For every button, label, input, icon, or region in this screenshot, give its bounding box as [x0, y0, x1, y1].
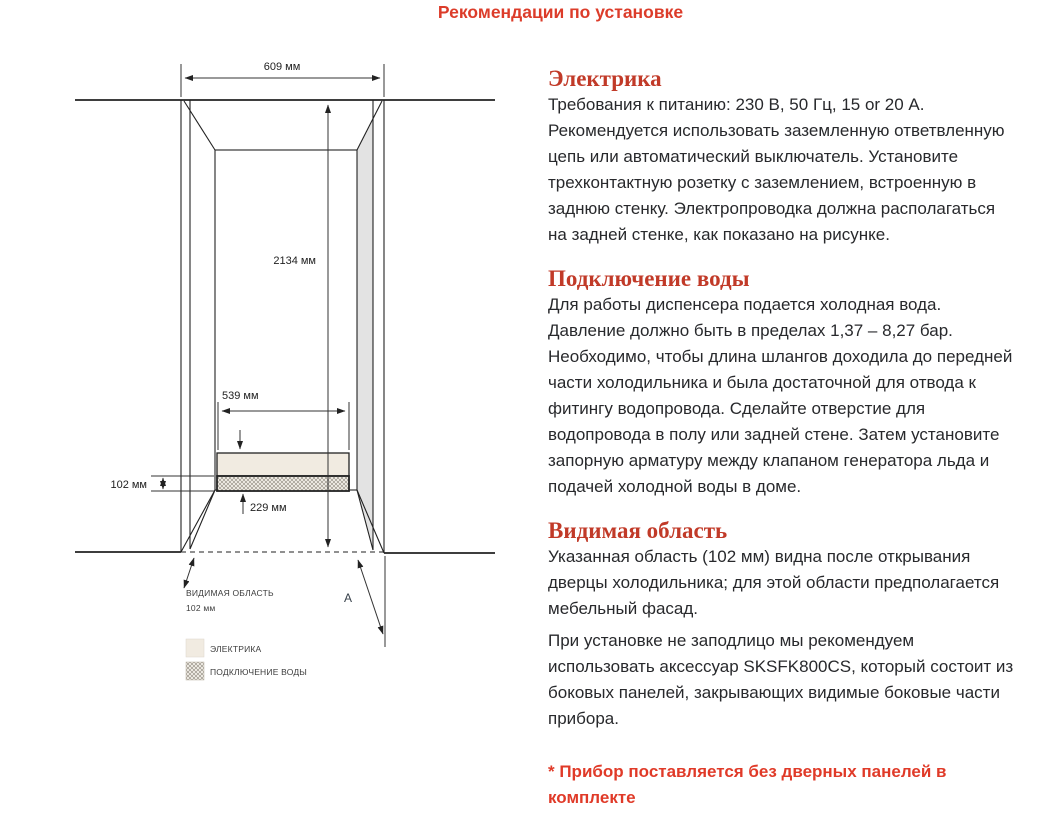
dim-inner-width-label: 539 мм [222, 390, 259, 402]
legend-water-swatch [186, 662, 204, 680]
section-visible-area-heading: Видимая область [548, 518, 728, 543]
section-visible-area [548, 518, 1014, 732]
section-visible-area-paragraph-1: Указанная область (102 мм) видна после открывания дверцы холодильника; для этой области предполагается мебельный фасад. [548, 547, 1000, 618]
section-water-heading: Подключение воды [548, 266, 750, 291]
dim-water-height-label: 102 мм [110, 479, 147, 491]
legend-water-label: ПОДКЛЮЧЕНИЕ ВОДЫ [210, 667, 308, 677]
section-electrical [548, 66, 1014, 248]
electrical-zone [217, 453, 349, 476]
section-water-paragraph: Для работы диспенсера подается холодная вода. Давление должно быть в пределах 1,37 – 8,27 бар. Необходимо, чтобы длина шлангов доходила до передней части холодильника и была достаточной для отвода к фитингу водопровода. Сделайте отверстие для водопровода в полу или задней стене. Затем установите запорную арматуру между клапаном генератора льда и подачей холодной воды в доме. [548, 295, 1013, 496]
text-column [548, 66, 1014, 817]
side-wall-panel [357, 120, 373, 550]
installation-diagram [0, 0, 530, 710]
dim-bottom-offset-label: 229 мм [250, 502, 287, 514]
visible-area-value: 102 мм [186, 603, 216, 613]
detail-a-lines [358, 556, 385, 647]
legend-electrical-swatch [186, 639, 204, 657]
visible-area-arrow [184, 558, 194, 588]
section-water-connection [548, 266, 1014, 500]
section-visible-area-paragraph-2: При установке не заподлицо мы рекомендуем использовать аксессуар SKSFK800CS, который состоит из боковых панелей, закрывающих видимые боковые части прибора. [548, 631, 1014, 728]
dim-102-lines [151, 476, 214, 491]
dim-539-lines [218, 402, 349, 450]
section-electrical-heading: Электрика [548, 66, 662, 91]
footnote: * Прибор поставляется без дверных панелей в комплекте [548, 762, 947, 807]
section-electrical-paragraph: Требования к питанию: 230 В, 50 Гц, 15 or 20 А. Рекомендуется использовать заземленную ответвленную цепь или автоматический выключатель. Установите трехконтактную розетку с заземлением, встроенную в заднюю стенку. Электропроводка должна располагаться на задней стенке, как показано на рисунке. [548, 95, 1005, 244]
legend-electrical-label: ЭЛЕКТРИКА [210, 644, 262, 654]
dim-opening-width-label: 609 мм [263, 61, 301, 73]
detail-a-label: A [343, 591, 352, 605]
niche-diagram-svg [0, 0, 530, 710]
back-wall [215, 150, 357, 490]
visible-area-label: ВИДИМАЯ ОБЛАСТЬ [186, 588, 274, 598]
dim-height-label: 2134 мм [273, 255, 316, 267]
water-zone [217, 476, 349, 491]
page-title: Рекомендации по установке [437, 2, 684, 22]
